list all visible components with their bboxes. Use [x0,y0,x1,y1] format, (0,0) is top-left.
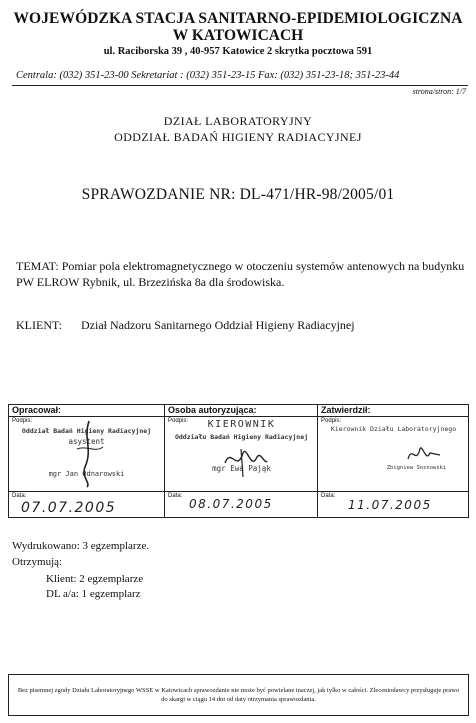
authorized-stamp-line1: KIEROWNIK [207,419,276,430]
authorized-header: Osoba autoryzująca: [168,405,257,415]
report-title: SPRAWOZDANIE NR: DL-471/HR-98/2005/01 [81,186,395,203]
approved-stamp-line1: Kierownik Działu Laboratoryjnego [330,425,457,433]
prepared-stamp-line2: asystent [68,437,105,446]
approval-table [8,404,469,518]
prepared-signature-label: Podpis: [12,418,33,424]
topic-section [16,258,466,290]
authorized-signature-scribble [221,443,271,479]
recipients-label: Otrzymują: [12,556,63,568]
prepared-name: mgr Jan Odnarowski [48,470,125,478]
approved-header: Zatwierdził: [321,405,371,415]
division-name: ODDZIAŁ BADAŃ HIGIENY RADIACYJNEJ [114,130,362,144]
prepared-signature-scribble [69,419,109,489]
page-number: strona/stron: 1/7 [412,87,466,96]
client-label: KLIENT: [16,318,63,332]
prepared-date: 07.07.2005 [21,500,117,516]
header-divider [12,85,468,86]
topic-text: Pomiar pola elektromagnetycznego w otoczeniu systemów antenowych na budynku PW ELROW Rybnik, ul. Brzezińska 8a dla środowiska. [16,259,465,289]
recipient-client: Klient: 2 egzemplarze [46,573,144,585]
institution-city: W KATOWICACH [172,27,304,44]
department-name: DZIAŁ LABORATORYJNY [163,114,313,128]
footer-box [8,674,469,716]
institution-name: WOJEWÓDZKA STACJA SANITARNO-EPIDEMIOLOGICZNA [13,10,463,27]
prepared-stamp-line1: Oddział Badań Higieny Radiacyjnej [21,427,152,435]
authorized-date-label: Data: [168,493,183,499]
institution-address: ul. Raciborska 39 , 40-957 Katowice 2 skrytka pocztowa 591 [103,46,373,57]
footer-notice: Bez pisemnej zgody Działu Laboratoryjnego WSSE w Katowicach sprawozdanie nie może być powielane inaczej, jak tylko w całości. Zleceniodawcy przysługuje prawo do skargi w ciągu 14 dni od daty otrzymania sprawozdania. [17,687,460,703]
authorized-stamp-line2: Oddziału Badań Higieny Radiacyjnej [174,433,309,441]
printed-copies: Wydrukowano: 3 egzemplarze. [12,540,150,552]
topic-label: TEMAT: [16,259,59,273]
authorized-date: 08.07.2005 [189,497,273,511]
approval-column-approved [317,405,469,517]
prepared-date-label: Data: [12,493,27,499]
approval-column-prepared [9,405,164,517]
contact-line: Centrala: (032) 351-23-00 Sekretariat : (032) 351-23-15 Fax: (032) 351-23-18; 351-23-44 [16,70,400,81]
approved-date: 11.07.2005 [348,498,432,512]
client-section [16,318,466,333]
authorized-name: mgr Ewa Pająk [212,464,271,473]
approved-date-label: Data: [321,493,336,499]
approved-stamp-line2: Zbigniew Sosnowski [386,465,447,471]
client-text: Dział Nadzoru Sanitarnego Oddział Higieny Radiacyjnej [81,318,355,332]
recipient-archive: DL a/a: 1 egzemplarz [46,588,141,600]
authorized-signature-label: Podpis: [168,418,189,424]
prepared-header: Opracował: [12,405,62,415]
approved-signature-label: Podpis: [321,418,342,424]
approved-signature-scribble [404,441,444,469]
approval-column-authorized [164,405,318,517]
